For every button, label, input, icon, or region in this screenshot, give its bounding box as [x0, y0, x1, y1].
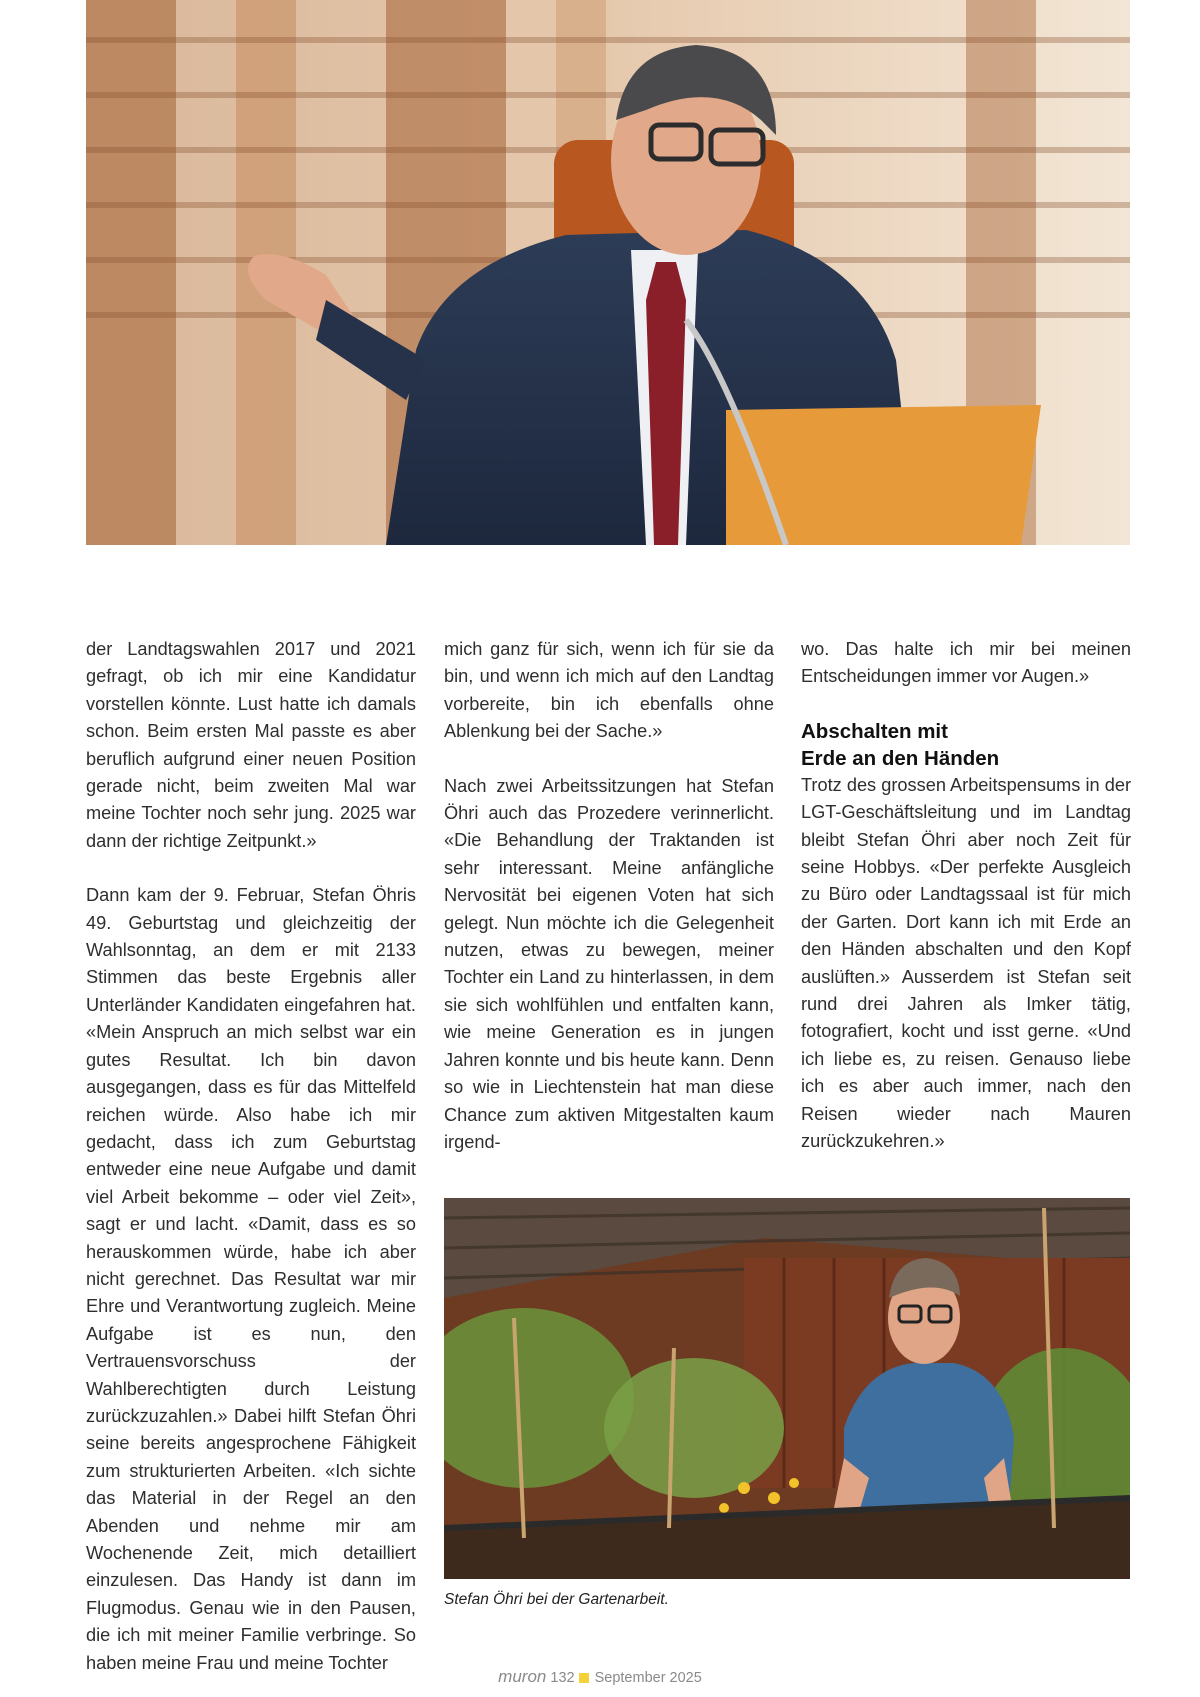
page-footer [0, 1667, 1200, 1687]
text-column-3 [801, 636, 1131, 1156]
paragraph: Trotz des grossen Arbeitspensums in der LGT-Geschäftsleitung und im Landtag bleibt Stefan Öhri aber noch Zeit für seine Hobbys. «Der perfekte Ausgleich zu Büro oder Landtagssaal ist für mich der Garten. Dort kann ich mit Erde an den Händen abschalten und den Kopf auslüften.» Ausserdem ist Stefan seit rund drei Jahren als Imker tätig, fotografiert, kocht und isst gerne. «Und ich liebe es, zu reisen. Genauso liebe ich es aber auch immer, nach den Reisen wieder nach Mauren zurückzukehren.» [801, 774, 1131, 1152]
issue-date: September 2025 [594, 1670, 702, 1686]
photo-caption: Stefan Öhri bei der Gartenarbeit. [444, 1591, 669, 1608]
paragraph: mich ganz für sich, wenn ich für sie da bin, und wenn ich mich auf den Landtag vorbereite, bin ich ebenfalls ohne Ablenkung bei der Sache.» [444, 639, 774, 742]
paragraph: Dann kam der 9. Februar, Stefan Öhris 49. Geburtstag und gleichzeitig der Wahlsonntag, an dem er mit 2133 Stimmen das beste Ergebnis aller Unterländer Kandidaten eingefahren hat. «Mein Anspruch an mich selbst war ein gutes Resultat. Ich bin davon ausgegangen, dass es für das Mittelfeld reichen würde. Also habe ich mir gedacht, dass ich zum Geburtstag entweder eine neue Aufgabe und damit viel Arbeit bekomme – oder viel Zeit», sagt er und lacht. «Damit, dass es so herauskommen würde, habe ich aber nicht gerechnet. Das Resultat war mir Ehre und Verantwortung zugleich. Meine Aufgabe ist es nun, den Vertrauensvorschuss der Wahlberechtigten durch Leistung zurückzuzahlen.» Dabei hilft Stefan Öhri seine bereits angesprochene Fähigkeit zum strukturierten Arbeiten. «Ich sichte das Material in der Regel an den Abenden und nehme mir am Wochenende Zeit, mich detailliert einzulesen. Das Handy ist dann im Flugmodus. Genau wie in den Pausen, die ich mit meiner Familie verbringe. So haben meine Frau und meine Tochter [86, 885, 416, 1673]
text-column-1 [86, 636, 416, 1677]
paragraph: der Landtagswahlen 2017 und 2021 gefragt, ob ich mir eine Kandidatur vorstellen könnte. Lust hatte ich damals schon. Beim ersten Mal passte es aber beruflich aufgrund einer neuen Position gerade nicht, beim zweiten Mal war meine Tochter noch sehr jung. 2025 war dann der richtige Zeitpunkt.» [86, 639, 416, 851]
garden-photo [444, 1198, 1130, 1579]
text-column-2 [444, 636, 774, 1156]
paragraph: wo. Das halte ich mir bei meinen Entscheidungen immer vor Augen.» [801, 639, 1131, 687]
issue-number: 132 [550, 1670, 575, 1686]
section-heading-line-2: Erde an den Händen [801, 746, 1000, 770]
paragraph: Nach zwei Arbeitssitzungen hat Stefan Öhri auch das Prozedere verinnerlicht. «Die Behandlung der Traktanden ist sehr interessant. Meine anfängliche Nervosität bei eigenen Voten hat sich gelegt. Nun möchte ich die Gelegenheit nutzen, etwas zu bewegen, meiner Tochter ein Land zu hinterlassen, in dem sie sich wohlfühlen und entfalten kann, wie meine Generation es in jungen Jahren konnte und bis heute kann. Denn so wie in Liechtenstein hat man diese Chance zum aktiven Mitgestalten kaum irgend- [444, 775, 774, 1152]
section-heading-line-1: Abschalten mit [801, 719, 948, 743]
hero-photo [86, 0, 1130, 545]
square-icon [579, 1673, 589, 1683]
section-heading [801, 718, 1131, 772]
magazine-brand: muron [498, 1667, 547, 1686]
